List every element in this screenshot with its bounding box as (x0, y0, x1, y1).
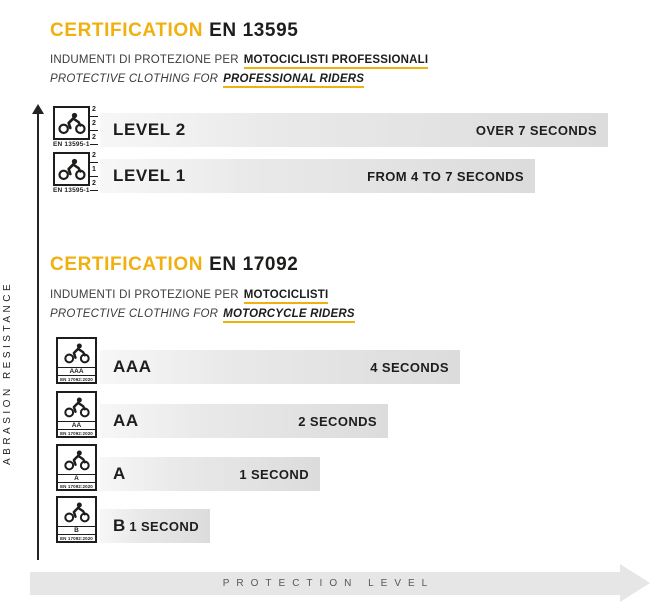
x-axis-arrow (30, 572, 620, 595)
en17092-standard-label: EN 17092:2020 (58, 534, 95, 541)
en13595-badge-caption: EN 13595-1 (53, 187, 90, 194)
bar-aaa-label: AAA (113, 357, 152, 376)
bar-aa (100, 404, 388, 438)
bar-a (100, 457, 320, 491)
section1-subtitle-it-bold: MOTOCICLISTI PROFESSIONALI (244, 54, 429, 69)
section1-title-certification: CERTIFICATION (50, 20, 204, 41)
motorcyclist-icon (57, 157, 87, 181)
level-number: 2 (90, 131, 98, 145)
bar-level-2-label: LEVEL 2 (113, 120, 186, 139)
en17092-standard-label: EN 17092:2020 (58, 429, 95, 436)
en17092-pictogram-box (58, 498, 95, 526)
en17092-pictogram-box (58, 393, 95, 421)
en17092-standard-label: EN 17092:2020 (58, 482, 95, 489)
level-number: 1 (90, 163, 98, 177)
en13595-badge-level1 (53, 152, 103, 194)
en17092-badge-b (56, 496, 97, 543)
bar-a-value: 1 SECOND (239, 466, 309, 482)
bar-b-value: 1 SECOND (129, 518, 199, 534)
level-number: 2 (90, 149, 98, 163)
section1-subtitle-en (50, 73, 364, 85)
bar-level-1 (100, 159, 535, 193)
en13595-badge-level2 (53, 106, 103, 148)
section1-title (50, 20, 298, 42)
bar-level-1-label: LEVEL 1 (113, 166, 186, 185)
en17092-class-label: A (58, 474, 95, 482)
motorcyclist-icon (63, 396, 91, 418)
section2-subtitle-it-regular: INDUMENTI DI PROTEZIONE PER (50, 289, 239, 301)
x-axis-label: PROTECTION LEVEL (222, 578, 435, 589)
section2-subtitle-en-regular: PROTECTIVE CLOTHING FOR (50, 308, 219, 320)
bar-level-1-value: FROM 4 TO 7 SECONDS (367, 168, 524, 184)
x-axis-arrowhead-icon (620, 564, 650, 602)
en13595-level-numbers (90, 149, 98, 191)
en17092-badge-aa (56, 391, 97, 438)
en17092-pictogram-box (58, 446, 95, 474)
en13595-level-numbers (90, 103, 98, 145)
en13595-pictogram-box (53, 106, 90, 140)
bar-aaa-value: 4 SECONDS (370, 359, 449, 375)
motorcyclist-icon (63, 342, 91, 364)
section2-subtitle-en-bold: MOTORCYCLE RIDERS (223, 308, 355, 323)
level-number: 2 (90, 103, 98, 117)
section2-subtitle-it (50, 289, 328, 301)
en17092-pictogram-box (58, 339, 95, 367)
en13595-badge-caption: EN 13595-1 (53, 141, 90, 148)
en13595-pictogram-box (53, 152, 90, 186)
section2-title-certification: CERTIFICATION (50, 254, 204, 275)
section1-subtitle-en-regular: PROTECTIVE CLOTHING FOR (50, 73, 219, 85)
section2-title-code: EN 17092 (209, 254, 299, 275)
en17092-standard-label: EN 17092:2020 (58, 375, 95, 382)
motorcyclist-icon (63, 449, 91, 471)
en17092-class-label: AAA (58, 367, 95, 375)
bar-b (100, 509, 210, 543)
section2-subtitle-en (50, 308, 355, 320)
en17092-class-label: AA (58, 421, 95, 429)
level-number: 2 (90, 117, 98, 131)
bar-a-label: A (113, 464, 126, 483)
motorcyclist-icon (57, 111, 87, 135)
section1-title-code: EN 13595 (209, 20, 299, 41)
en17092-badge-a (56, 444, 97, 491)
section1-subtitle-it (50, 54, 428, 66)
section2-title (50, 254, 298, 276)
bar-aa-label: AA (113, 411, 139, 430)
bar-level-2 (100, 113, 608, 147)
bar-b-label: B (113, 516, 126, 535)
motorcyclist-icon (63, 501, 91, 523)
en17092-badge-aaa (56, 337, 97, 384)
section1-subtitle-it-regular: INDUMENTI DI PROTEZIONE PER (50, 54, 239, 66)
bar-level-2-value: OVER 7 SECONDS (475, 122, 597, 138)
bar-aa-value: 2 SECONDS (298, 413, 377, 429)
y-axis-label: ABRASION RESISTANCE (2, 280, 13, 465)
section2-subtitle-it-bold: MOTOCICLISTI (244, 289, 329, 304)
section1-subtitle-en-bold: PROFESSIONAL RIDERS (223, 73, 364, 88)
level-number: 2 (90, 177, 98, 191)
en17092-class-label: B (58, 526, 95, 534)
y-axis-line (37, 113, 39, 560)
bar-aaa (100, 350, 460, 384)
